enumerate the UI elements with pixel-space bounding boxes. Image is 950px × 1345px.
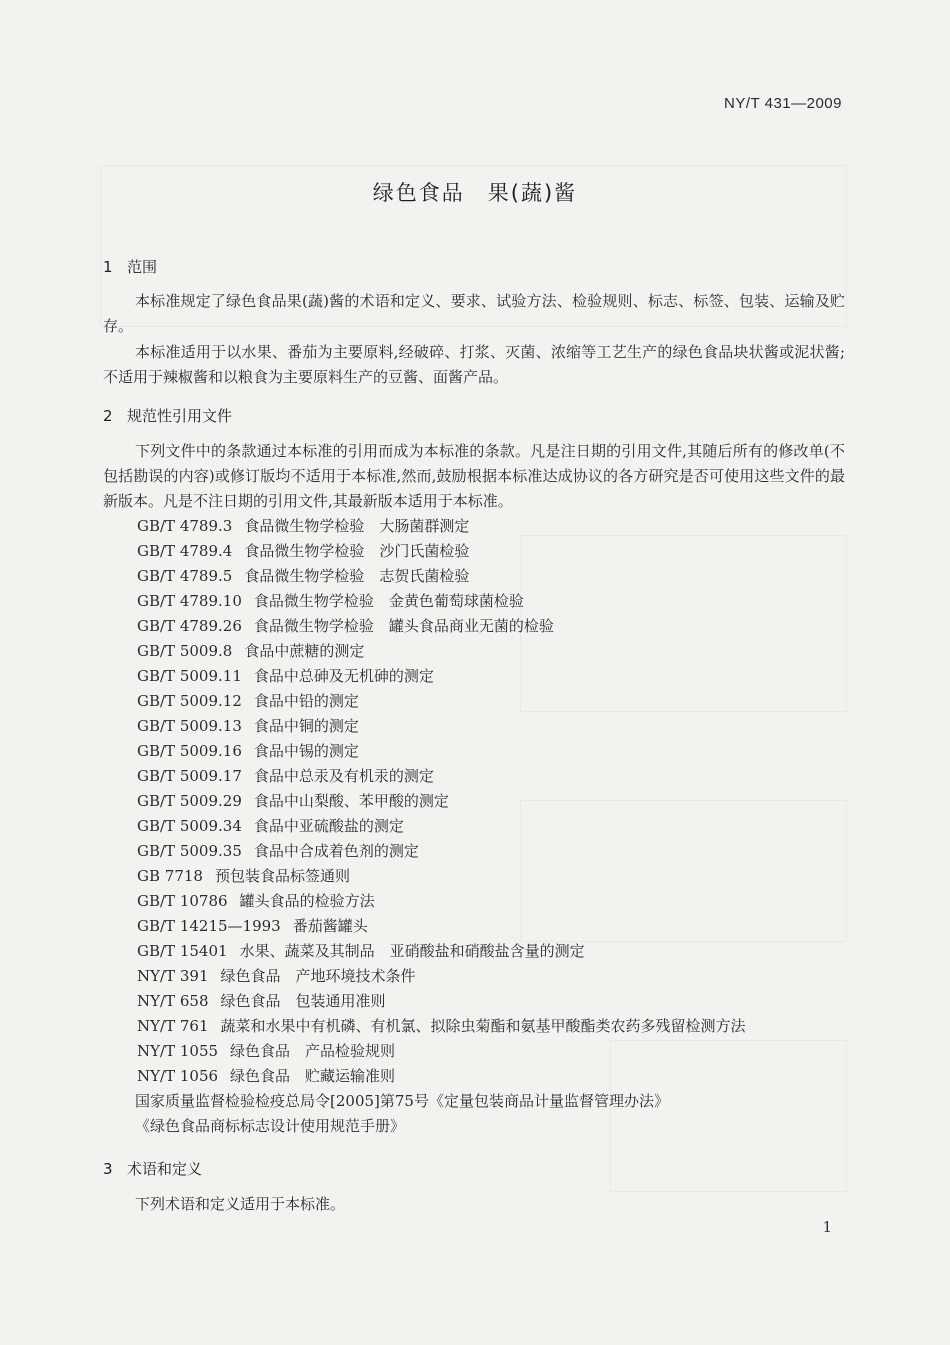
reference-extra-item: 国家质量监督检验检疫总局令[2005]第75号《定量包装商品计量监督管理办法》 xyxy=(135,1092,669,1110)
reference-item xyxy=(137,739,837,764)
reference-name: 绿色食品 贮藏运输准则 xyxy=(230,1067,396,1085)
reference-name: 食品中亚硫酸盐的测定 xyxy=(253,817,404,835)
reference-item xyxy=(137,614,837,639)
reference-code: GB/T 5009.16 xyxy=(137,742,242,760)
reference-code: GB/T 5009.34 xyxy=(137,817,242,835)
reference-name: 食品中合成着色剂的测定 xyxy=(253,842,419,860)
reference-name: 食品中铜的测定 xyxy=(253,717,359,735)
reference-code: GB/T 5009.29 xyxy=(137,792,242,810)
reference-name: 食品微生物学检验 志贺氏菌检验 xyxy=(244,567,470,585)
reference-name: 食品中总砷及无机砷的测定 xyxy=(253,667,434,685)
page-number: 1 xyxy=(822,1218,832,1236)
reference-name: 食品中总汞及有机汞的测定 xyxy=(253,767,434,785)
reference-item xyxy=(137,839,837,864)
reference-item xyxy=(137,764,837,789)
section-heading-references xyxy=(103,405,232,426)
reference-item xyxy=(137,914,837,939)
reference-item xyxy=(137,789,837,814)
reference-code: NY/T 1056 xyxy=(137,1067,219,1085)
reference-item xyxy=(137,639,837,664)
standard-code: NY/T 431—2009 xyxy=(724,95,842,112)
reference-item xyxy=(137,514,837,539)
reference-item xyxy=(137,939,837,964)
reference-name: 水果、蔬菜及其制品 亚硝酸盐和硝酸盐含量的测定 xyxy=(239,942,585,960)
reference-item xyxy=(137,864,837,889)
reference-code: GB/T 14215—1993 xyxy=(137,917,281,935)
reference-item xyxy=(137,589,837,614)
reference-item xyxy=(137,689,837,714)
reference-name: 食品中铅的测定 xyxy=(253,692,359,710)
reference-code: GB/T 5009.13 xyxy=(137,717,242,735)
reference-name: 绿色食品 产地环境技术条件 xyxy=(220,967,416,985)
section-title: 术语和定义 xyxy=(127,1160,203,1178)
reference-code: NY/T 1055 xyxy=(137,1042,219,1060)
reference-name: 预包装食品标签通则 xyxy=(214,867,350,885)
reference-name: 食品微生物学检验 金黄色葡萄球菌检验 xyxy=(253,592,524,610)
reference-extra-item: 《绿色食品商标标志设计使用规范手册》 xyxy=(135,1117,406,1135)
reference-name: 绿色食品 包装通用准则 xyxy=(220,992,386,1010)
reference-code: NY/T 761 xyxy=(137,1017,209,1035)
reference-item xyxy=(137,989,837,1014)
reference-code: GB/T 4789.4 xyxy=(137,542,233,560)
reference-code: GB/T 4789.5 xyxy=(137,567,233,585)
scope-paragraph-1: 本标准规定了绿色食品果(蔬)酱的术语和定义、要求、试验方法、检验规则、标志、标签、包装、运输及贮存。 xyxy=(103,292,845,335)
reference-item xyxy=(137,964,837,989)
reference-name: 番茄酱罐头 xyxy=(292,917,368,935)
reference-item xyxy=(137,664,837,689)
reference-item xyxy=(137,1039,837,1064)
section-number: 2 xyxy=(103,407,113,425)
reference-name: 罐头食品的检验方法 xyxy=(239,892,375,910)
reference-name: 食品微生物学检验 大肠菌群测定 xyxy=(244,517,470,535)
section-heading-terms xyxy=(103,1158,202,1179)
reference-name: 蔬菜和水果中有机磷、有机氯、拟除虫菊酯和氨基甲酸酯类农药多残留检测方法 xyxy=(220,1017,746,1035)
reference-code: NY/T 658 xyxy=(137,992,209,1010)
reference-code: GB/T 5009.35 xyxy=(137,842,242,860)
reference-code: NY/T 391 xyxy=(137,967,209,985)
reference-name: 绿色食品 产品检验规则 xyxy=(230,1042,396,1060)
reference-code: GB/T 5009.11 xyxy=(137,667,242,685)
reference-code: GB 7718 xyxy=(137,867,203,885)
reference-item xyxy=(137,1064,837,1089)
reference-code: GB/T 5009.8 xyxy=(137,642,233,660)
document-title: 绿色食品 果(蔬)酱 xyxy=(372,181,578,205)
section-number: 3 xyxy=(103,1160,113,1178)
section-title: 范围 xyxy=(127,258,158,276)
reference-name: 食品中山梨酸、苯甲酸的测定 xyxy=(253,792,449,810)
reference-item xyxy=(137,564,837,589)
reference-code: GB/T 5009.12 xyxy=(137,692,242,710)
reference-name: 食品中锡的测定 xyxy=(253,742,359,760)
reference-item xyxy=(137,539,837,564)
reference-code: GB/T 15401 xyxy=(137,942,228,960)
terms-intro: 下列术语和定义适用于本标准。 xyxy=(135,1195,346,1213)
reference-code: GB/T 10786 xyxy=(137,892,228,910)
reference-code: GB/T 5009.17 xyxy=(137,767,242,785)
section-title: 规范性引用文件 xyxy=(127,407,233,425)
section-number: 1 xyxy=(103,258,113,276)
reference-list xyxy=(137,514,837,1139)
references-intro: 下列文件中的条款通过本标准的引用而成为本标准的条款。凡是注日期的引用文件,其随后所有的修改单(不包括勘误的内容)或修订版均不适用于本标准,然而,鼓励根据本标准达成协议的各方研究是否可使用这些文件的最新版本。凡是不注日期的引用文件,其最新版本适用于本标准。 xyxy=(103,442,845,510)
reference-item xyxy=(137,814,837,839)
reference-code: GB/T 4789.3 xyxy=(137,517,233,535)
reference-item xyxy=(137,1014,837,1039)
reference-code: GB/T 4789.10 xyxy=(137,592,242,610)
reference-item xyxy=(137,889,837,914)
reference-item xyxy=(137,714,837,739)
reference-name: 食品中蔗糖的测定 xyxy=(244,642,365,660)
reference-name: 食品微生物学检验 罐头食品商业无菌的检验 xyxy=(253,617,554,635)
section-heading-scope xyxy=(103,256,157,277)
scope-paragraph-2: 本标准适用于以水果、番茄为主要原料,经破碎、打浆、灭菌、浓缩等工艺生产的绿色食品块状酱或泥状酱;不适用于辣椒酱和以粮食为主要原料生产的豆酱、面酱产品。 xyxy=(103,343,845,386)
reference-code: GB/T 4789.26 xyxy=(137,617,242,635)
reference-name: 食品微生物学检验 沙门氏菌检验 xyxy=(244,542,470,560)
